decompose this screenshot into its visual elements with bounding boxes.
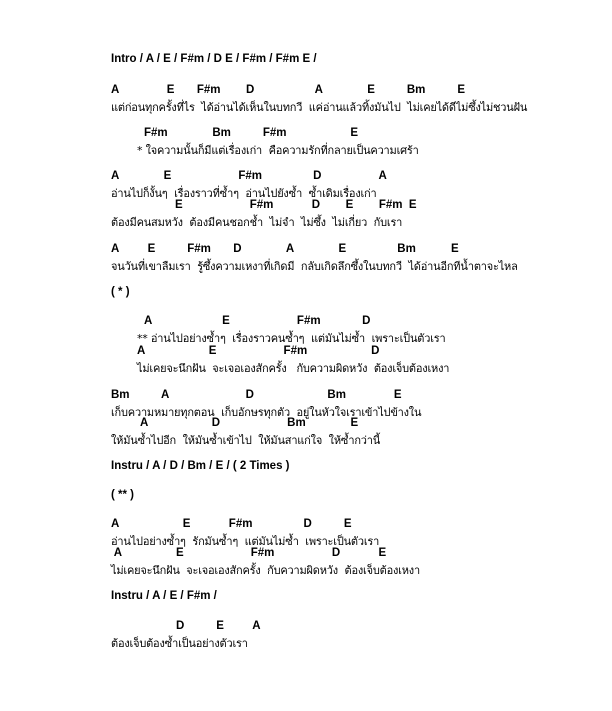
lyric-line: เก็บความหมายทุกตอน เก็บอักษรทุกตัว อยู่ในหัวใจเราเข้าไปข้างใน: [111, 406, 422, 419]
lyric-line: แต่ก่อนทุกครั้งที่ไร ได้อ่านได้เห็นในบทกวี แค่อ่านแล้วทิ้งมันไป ไม่เคยได้ดีไม่ซึ้งไม่ชวนฝัน: [111, 101, 528, 114]
lyric-line: ** อ่านไปอย่างซ้ำๆ เรื่องราวคนซ้ำๆ แต่มันไม่ซ้ำ เพราะเป็นตัวเรา: [137, 332, 446, 345]
chorus-ref: ( ** ): [111, 489, 134, 501]
chord-line: Bm A D Bm E: [111, 389, 402, 401]
lyric-line: * ใจความนั้นก็มีแต่เรื่องเก่า คือความรักที่กลายเป็นความเศร้า: [137, 144, 419, 157]
chord-line: F#m Bm F#m E: [144, 127, 359, 139]
chord-line: E F#m D E F#m E: [175, 199, 417, 211]
chorus-ref: ( * ): [111, 286, 130, 298]
lyric-line: อ่านไปอย่างซ้ำๆ รักมันซ้ำๆ แต่มันไม่ซ้ำ เพราะเป็นตัวเรา: [111, 535, 380, 548]
lyric-line: ต้องมีคนสมหวัง ต้องมีคนชอกช้ำ ไม่จำ ไม่ซึ้ง ไม่เกี่ยว กับเรา: [111, 216, 403, 229]
chord-line: A E F#m D E: [111, 518, 352, 530]
lyric-line: ไม่เคยจะนึกฝัน จะเจอเองสักครั้ง กับความผิดหวัง ต้องเจ็บต้องเหงา: [111, 564, 420, 577]
lyric-line: ให้มันซ้ำไปอีก ให้มันซ้ำเข้าไป ให้มันสาแก่ใจ ให้ซ้ำกว่านี้: [111, 434, 381, 447]
chord-line: A E F#m D A E Bm E: [111, 84, 466, 96]
instrumental-line: Instru / A / E / F#m /: [111, 590, 217, 602]
lyric-line: อ่านไปก็งั้นๆ เรื่องราวที่ซ้ำๆ อ่านไปยังซ้ำ ซ้ำเดิมเรื่องเก่า: [111, 187, 377, 200]
chord-line: A E F#m D A E Bm E: [111, 243, 459, 255]
chord-line: A E F#m D A: [111, 170, 387, 182]
chord-line: D E A: [176, 620, 261, 632]
chord-line: A E F#m D: [137, 345, 380, 357]
lyric-line: ไม่เคยจะนึกฝัน จะเจอเองสักครั้ง กับความผิดหวัง ต้องเจ็บต้องเหงา: [137, 362, 450, 375]
instrumental-line: Instru / A / D / Bm / E / ( 2 Times ): [111, 460, 290, 472]
lyric-line: ต้องเจ็บต้องซ้ำเป็นอย่างตัวเรา: [111, 637, 248, 650]
intro-line: Intro / A / E / F#m / D E / F#m / F#m E /: [111, 53, 317, 65]
lyric-line: จนวันที่เขาลืมเรา รู้ซึ้งความเหงาที่เกิดมี กลับเกิดลึกซึ้งในบทกวี ได้อ่านอีกทีน้ำตาจะไหล: [111, 260, 518, 273]
chord-line: A E F#m D: [144, 315, 371, 327]
chord-line: A D Bm E: [140, 417, 359, 429]
chord-line: A E F#m D E: [111, 547, 387, 559]
